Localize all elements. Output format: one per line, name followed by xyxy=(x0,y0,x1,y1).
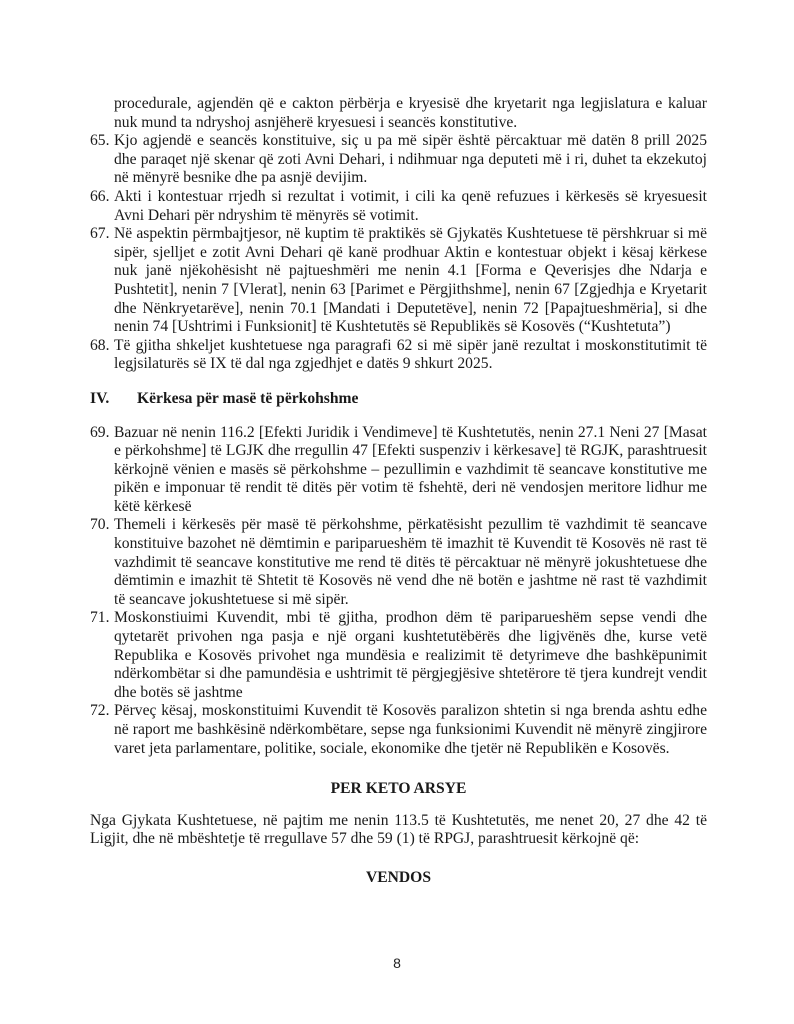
page-number: 8 xyxy=(393,955,401,971)
paragraph-text: Përveç kësaj, moskonstituimi Kuvendit të Kosovës paralizon shtetin si nga brenda ashtu edhe në raport me bashkësinë ndërkombëtare, sepse nga funksionimi Kuvendit në mënyrë zingjirore varet jeta parlamentare, politike, sociale, ekonomike dhe tjetër në Republikën e Kosovës. xyxy=(114,702,707,757)
paragraph-number: 72. xyxy=(90,702,110,720)
numbered-paragraph-70 xyxy=(90,516,707,609)
section-title: Kërkesa për masë të përkohshme xyxy=(137,389,359,407)
paragraph-text: Moskonstiuimi Kuvendit, mbi të gjitha, prodhon dëm të pariparueshëm sepse vendi dhe qytetarët privohen nga pasja e një organi kushtetutëbërës dhe ligjvënës dhe, kurse vetë Republika e Kosovës privohet nga mundësia e realizimit të detyrimeve dhe bashkëpunimit ndërkombëtar si dhe pamundësia e ushtrimit të përgjegjësive shtetërore të tjera kundrejt vendit dhe botës së jashtme xyxy=(114,609,707,701)
numbered-paragraph-65 xyxy=(90,132,707,188)
paragraph-text: Në aspektin përmbajtjesor, në kuptim të praktikës së Gjykatës Kushtetuese të përshkruar si më sipër, sjelljet e zotit Avni Dehari që kanë prodhuar Aktin e kontestuar objekt i kësaj kërkese nuk janë njëkohësisht në pajtueshmëri me nenin 4.1 [Forma e Qeverisjes dhe Ndarja e Pushtetit], nenin 7 [Vlerat], nenin 63 [Parimet e Përgjithshme], nenin 67 [Zgjedhja e Kryetarit dhe Nënkryetarëve], nenin 70.1 [Mandati i Deputetëve], nenin 72 [Papajtueshmëria], si dhe nenin 74 [Ushtrimi i Funksionit] të Kushtetutës së Republikës së Kosovës (“Kushtetuta”) xyxy=(114,225,707,336)
numbered-paragraph-66 xyxy=(90,188,707,225)
paragraph-text: Themeli i kërkesës për masë të përkohshme, përkatësisht pezullim të vazhdimit të seancave konstituive bazohet në dëmtimin e pariparueshëm të imazhit të Kuvendit të Kosovës në rast të vazhdimit të seancave konstitutive me rend të ditës të përcaktuar në mënyrë jokushtetuese dhe dëmtimin e imazhit të Shtetit të Kosovës në vend dhe në botën e jashtme në rast të vazhdimit të seancave jokushtetuese si më sipër. xyxy=(114,516,707,608)
decision-title: VENDOS xyxy=(366,868,431,886)
paragraph-number: 69. xyxy=(90,423,110,441)
reasons-paragraph: Nga Gjykata Kushtetuese, në pajtim me nenin 113.5 të Kushtetutës, me nenet 20, 27 dhe 42 të Ligjit, dhe në mbështetje të rregullave 57 dhe 59 (1) të RPGJ, parashtruesit kërkojnë që: xyxy=(90,811,707,848)
section-heading xyxy=(90,390,707,409)
numbered-paragraph-71 xyxy=(90,609,707,702)
paragraph-text: Akti i kontestuar rrjedh si rezultat i votimit, i cili ka qenë refuzues i kërkesës së kryesuesit Avni Dehari për ndryshim të mënyrës së votimit. xyxy=(114,187,707,224)
paragraph-text: Të gjitha shkeljet kushtetuese nga paragrafi 62 si më sipër janë rezultat i moskonstitutimit të legjsilaturës së IX të dal nga zgjedhjet e datës 9 shkurt 2025. xyxy=(114,336,707,373)
numbered-paragraph-68 xyxy=(90,337,707,374)
numbered-paragraph-72 xyxy=(90,702,707,758)
paragraph-number: 71. xyxy=(90,609,110,627)
paragraph-text: Kjo agjendë e seancës konstituive, siç u pa më sipër është përcaktuar më datën 8 prill 2025 dhe paraqet një skenar që zoti Avni Dehari, i ndihmuar nga deputeti më i ri, duhet ta ekzekutoj në mënyrë besnike dhe pa asnjë devijim. xyxy=(114,132,707,187)
paragraph-number: 65. xyxy=(90,132,110,150)
paragraph-number: 66. xyxy=(90,187,110,205)
paragraph-number: 67. xyxy=(90,225,110,243)
paragraph-number: 68. xyxy=(90,336,110,354)
reasons-title: PER KETO ARSYE xyxy=(330,780,467,798)
numbered-paragraph-69 xyxy=(90,424,707,517)
page-content xyxy=(90,95,707,888)
paragraph-number: 70. xyxy=(90,516,110,534)
section-number: IV. xyxy=(90,389,110,407)
continued-paragraph: procedurale, agjendën që e cakton përbërja e kryesisë dhe kryetarit nga legjislatura e kaluar nuk mund ta ndryshoj asnjëherë kryesuesi i seancës konstitutive. xyxy=(114,95,707,131)
numbered-paragraph-67 xyxy=(90,225,707,337)
paragraph-text: Bazuar në nenin 116.2 [Efekti Juridik i Vendimeve] të Kushtetutës, nenin 27.1 Neni 27 [Masat e përkohshme] të LGJK dhe rregullin 47 [Efekti suspenziv i kërkesave] të RGJK, parashtruesit kërkojnë vënien e masës së përkohshme – pezullimin e vazhdimit të seancave konstitutive me pikën e imponuar të rendit të ditës për votim të fshehtë, deri në vendosjen meritore lidhur me këtë kërkesë xyxy=(114,423,707,515)
